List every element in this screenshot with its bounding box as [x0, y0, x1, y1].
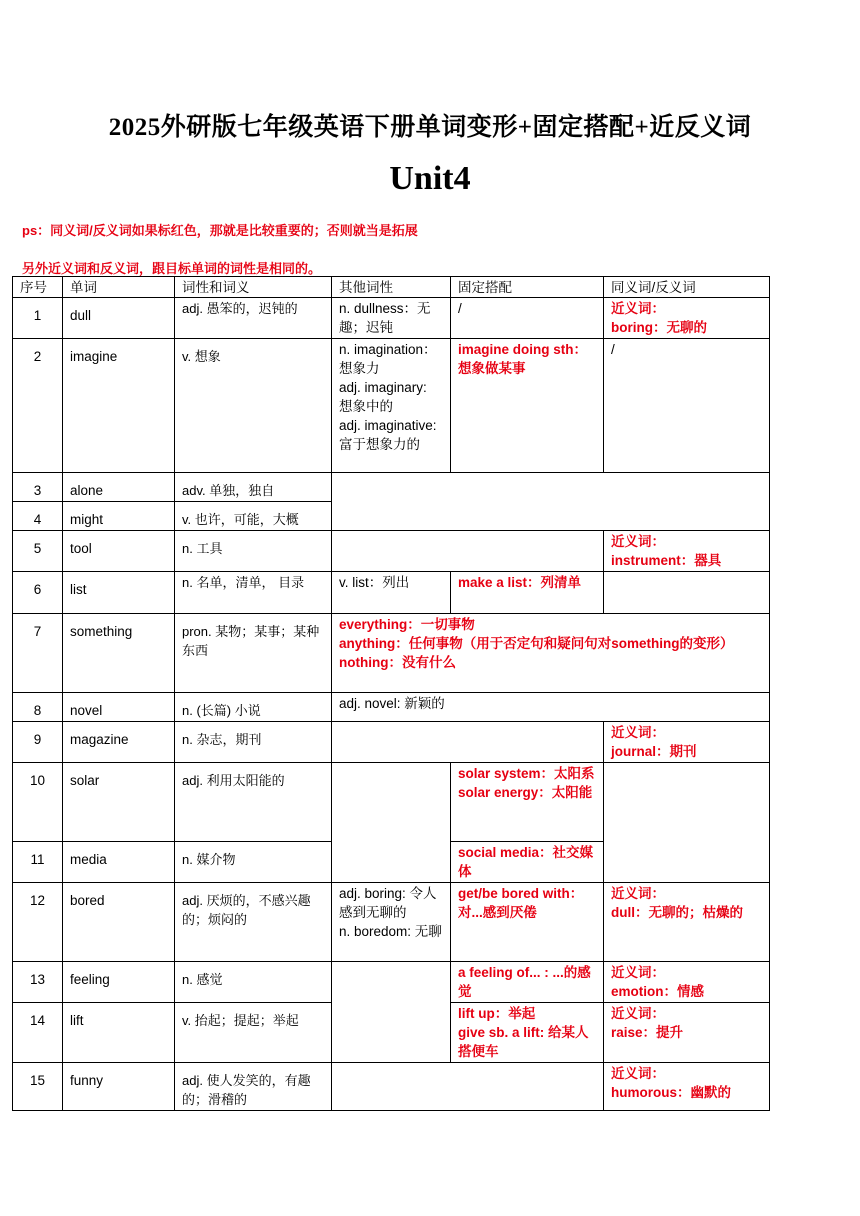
cell-line: get/be bored with：对...感到厌倦	[458, 886, 584, 920]
row-number: 13	[13, 962, 63, 1003]
cell-line: solar energy：太阳能	[458, 785, 593, 800]
row-word: lift	[63, 1003, 175, 1063]
row-collocation	[451, 842, 604, 883]
row-other-forms	[332, 339, 451, 473]
cell-line: anything：任何事物（用于否定句和疑问句对something的变形）	[339, 636, 734, 651]
row-word: imagine	[63, 339, 175, 473]
row-number: 4	[13, 502, 63, 531]
row-collocation	[451, 763, 604, 842]
row-synonym	[604, 722, 770, 763]
row-word: funny	[63, 1063, 175, 1111]
row-number: 12	[13, 883, 63, 962]
cell-line: everything：一切事物	[339, 617, 475, 632]
row-word: might	[63, 502, 175, 531]
row-number: 5	[13, 531, 63, 572]
row-word: dull	[63, 298, 175, 339]
row-number: 11	[13, 842, 63, 883]
cell-line: n. imagination：想象力	[339, 342, 437, 376]
cell-line: imagine doing sth：想象做某事	[458, 342, 588, 376]
row-word: tool	[63, 531, 175, 572]
row-pos: v. 抬起；提起；举起	[175, 1003, 332, 1063]
row-pos: adj. 利用太阳能的	[175, 763, 332, 842]
cell-line: 近义词：	[611, 965, 665, 980]
row-number: 14	[13, 1003, 63, 1063]
cell-line: emotion：情感	[611, 984, 704, 999]
row-number: 3	[13, 473, 63, 502]
row-empty-cell	[332, 1063, 604, 1111]
row-pos: n. 杂志，期刊	[175, 722, 332, 763]
cell-line: dull：无聊的；枯燥的	[611, 905, 743, 920]
row-word: novel	[63, 693, 175, 722]
row-empty-cell	[332, 763, 451, 883]
cell-line: give sb. a lift: 给某人搭便车	[458, 1025, 589, 1059]
row-collocation: /	[451, 298, 604, 339]
cell-line: a feeling of... : ...的感觉	[458, 965, 591, 999]
table-row	[13, 722, 770, 763]
row-pos: v. 想象	[175, 339, 332, 473]
row-synonym: /	[604, 339, 770, 473]
row-word: feeling	[63, 962, 175, 1003]
table-row	[13, 339, 770, 473]
table-row	[13, 298, 770, 339]
row-empty-cell	[332, 962, 451, 1063]
cell-line: 近义词：	[611, 886, 665, 901]
table-row	[13, 962, 770, 1003]
cell-line: adj. imaginary: 想象中的	[339, 380, 427, 414]
cell-line: 近义词：	[611, 1006, 665, 1021]
row-pos: adj. 愚笨的，迟钝的	[175, 298, 332, 339]
cell-line: 近义词：	[611, 725, 665, 740]
row-related-words	[332, 614, 770, 693]
cell-line: adj. imaginative: 富于想象力的	[339, 418, 437, 452]
table-row	[13, 572, 770, 614]
row-word: bored	[63, 883, 175, 962]
row-synonym	[604, 531, 770, 572]
row-pos: pron. 某物；某事；某种东西	[175, 614, 332, 693]
row-number: 6	[13, 572, 63, 614]
row-collocation	[451, 1003, 604, 1063]
row-pos: n. 媒介物	[175, 842, 332, 883]
cell-line: n. boredom: 无聊	[339, 924, 442, 939]
row-synonym	[604, 1063, 770, 1111]
cell-line: boring：无聊的	[611, 320, 707, 335]
row-synonym	[604, 298, 770, 339]
header-no: 序号	[13, 277, 63, 298]
table-header-row	[13, 277, 770, 298]
table-row	[13, 883, 770, 962]
row-pos: adv. 单独，独自	[175, 473, 332, 502]
row-word: magazine	[63, 722, 175, 763]
cell-line: 近义词：	[611, 301, 665, 316]
row-empty-cell	[332, 722, 604, 763]
row-other-forms: adj. novel: 新颖的	[332, 693, 770, 722]
row-collocation	[451, 339, 604, 473]
row-collocation	[451, 962, 604, 1003]
table-row	[13, 531, 770, 572]
row-synonym	[604, 962, 770, 1003]
row-number: 1	[13, 298, 63, 339]
vocab-table	[12, 276, 770, 1111]
row-pos: adj. 厌烦的，不感兴趣的；烦闷的	[175, 883, 332, 962]
row-other-forms	[332, 298, 451, 339]
cell-line: humorous：幽默的	[611, 1085, 731, 1100]
row-other-forms	[332, 883, 451, 962]
row-synonym	[604, 883, 770, 962]
row-pos: n. 感觉	[175, 962, 332, 1003]
row-word: media	[63, 842, 175, 883]
table-row	[13, 693, 770, 722]
cell-line: solar system：太阳系	[458, 766, 595, 781]
row-collocation	[451, 883, 604, 962]
row-pos: n. 名单，清单， 目录	[175, 572, 332, 614]
row-empty-cell	[332, 473, 770, 531]
row-number: 15	[13, 1063, 63, 1111]
cell-line: n. dullness：无趣；迟钝	[339, 301, 431, 335]
cell-line: raise：提升	[611, 1025, 684, 1040]
row-word: alone	[63, 473, 175, 502]
row-word: solar	[63, 763, 175, 842]
row-number: 7	[13, 614, 63, 693]
row-word: list	[63, 572, 175, 614]
cell-line: instrument：器具	[611, 553, 722, 568]
row-synonym	[604, 572, 770, 614]
header-pos: 词性和词义	[175, 277, 332, 298]
header-synonym: 同义词/反义词	[604, 277, 770, 298]
row-pos: v. 也许，可能，大概	[175, 502, 332, 531]
row-pos: adj. 使人发笑的，有趣的；滑稽的	[175, 1063, 332, 1111]
cell-line: 近义词：	[611, 1066, 665, 1081]
header-word: 单词	[63, 277, 175, 298]
cell-line: 近义词：	[611, 534, 665, 549]
note-ps: ps：同义词/反义词如果标红色，那就是比较重要的；否则就当是拓展	[22, 223, 418, 238]
row-other-forms: v. list：列出	[332, 572, 451, 614]
note-synonyms: 另外近义词和反义词，跟目标单词的词性是相同的。	[22, 261, 322, 276]
row-empty-cell	[332, 531, 604, 572]
table-row	[13, 763, 770, 842]
document-title: 2025外研版七年级英语下册单词变形+固定搭配+近反义词	[108, 114, 752, 141]
row-collocation: make a list：列清单	[451, 572, 604, 614]
row-pos: n. 工具	[175, 531, 332, 572]
row-number: 8	[13, 693, 63, 722]
cell-line: adj. boring: 令人感到无聊的	[339, 886, 437, 920]
header-other: 其他词性	[332, 277, 451, 298]
cell-line: lift up：举起	[458, 1006, 536, 1021]
row-synonym	[604, 1003, 770, 1063]
row-number: 2	[13, 339, 63, 473]
table-row	[13, 1063, 770, 1111]
cell-line: journal：期刊	[611, 744, 697, 759]
unit-heading: Unit4	[389, 160, 471, 197]
cell-line: social media：社交媒体	[458, 845, 594, 879]
row-empty-cell	[604, 763, 770, 883]
row-pos: n. (长篇) 小说	[175, 693, 332, 722]
row-word: something	[63, 614, 175, 693]
row-number: 10	[13, 763, 63, 842]
cell-line: nothing：没有什么	[339, 655, 456, 670]
header-collocation: 固定搭配	[451, 277, 604, 298]
table-row	[13, 614, 770, 693]
row-number: 9	[13, 722, 63, 763]
table-row	[13, 473, 770, 502]
